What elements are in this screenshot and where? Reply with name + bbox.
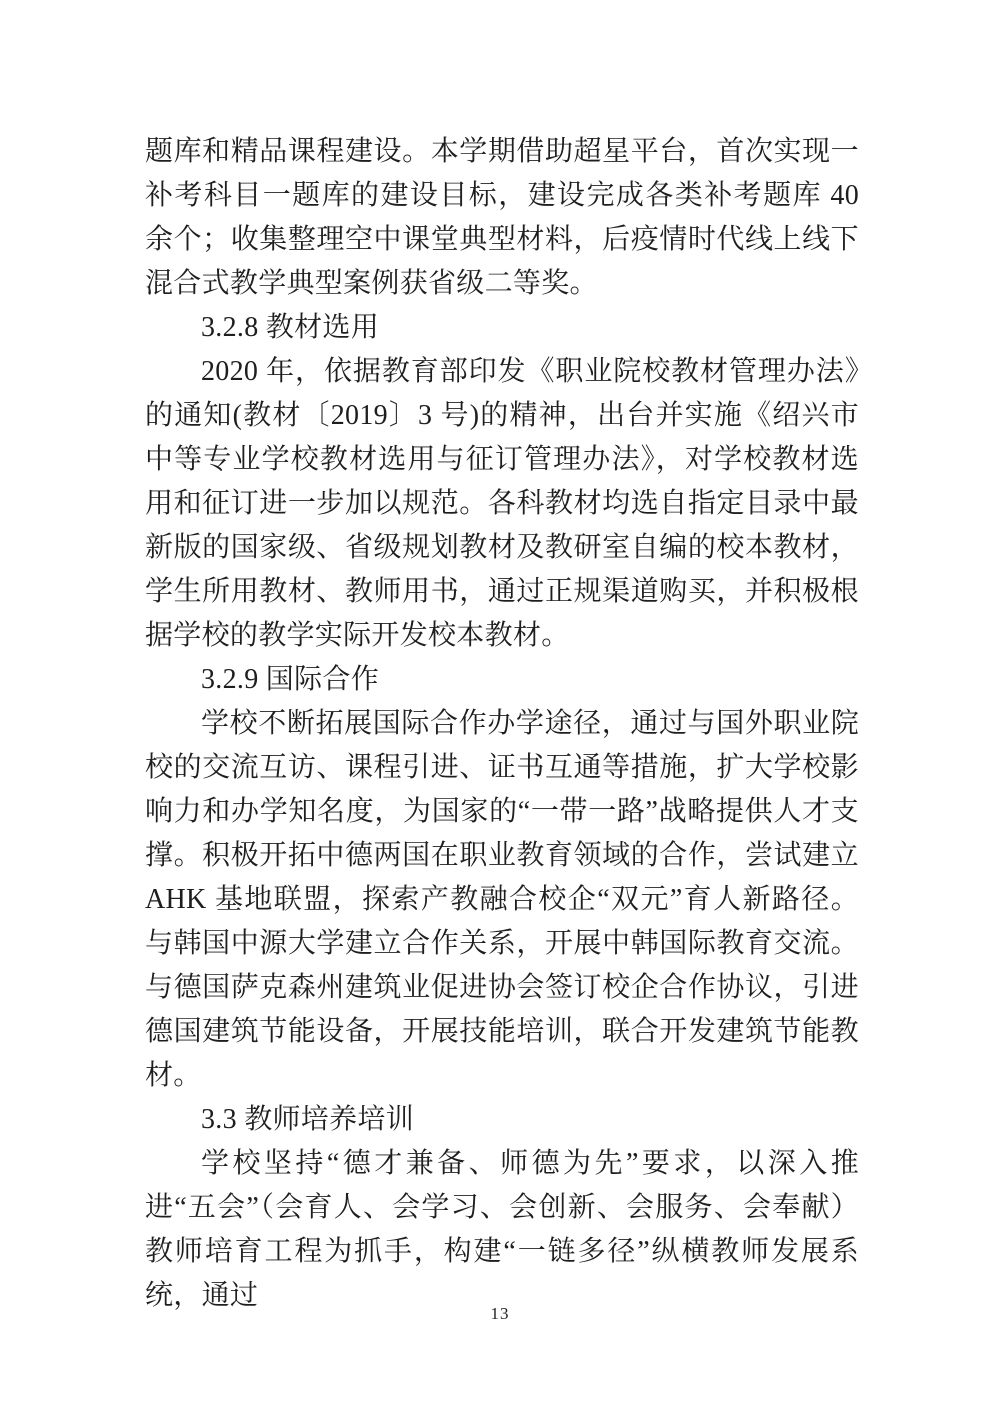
document-body: [145, 130, 859, 1318]
heading-3-3-teacher-training: 3.3 教师培养培训: [201, 1104, 415, 1135]
paragraph-teacher-training: 学校坚持“德才兼备、师德为先”要求，以深入推进“五会”（会育人、会学习、会创新、会服务、会奉献）教师培育工程为抓手，构建“一链多径”纵横教师发展系统，通过: [145, 1148, 859, 1311]
paragraph-textbook-selection: 2020 年，依据教育部印发《职业院校教材管理办法》的通知(教材〔2019〕3 号)的精神，出台并实施《绍兴市中等专业学校教材选用与征订管理办法》，对学校教材选用和征订进一步加以规范。各科教材均选自指定目录中最新版的国家级、省级规划教材及教研室自编的校本教材，学生所用教材、教师用书，通过正规渠道购买，并积极根据学校的教学实际开发校本教材。: [145, 356, 859, 651]
heading-3-2-8-textbook-selection: 3.2.8 教材选用: [201, 312, 380, 343]
paragraph-international-cooperation: 学校不断拓展国际合作办学途径，通过与国外职业院校的交流互访、课程引进、证书互通等措施，扩大学校影响力和办学知名度，为国家的“一带一路”战略提供人才支撑。积极开拓中德两国在职业教育领域的合作，尝试建立 AHK 基地联盟，探索产教融合校企“双元”育人新路径。与韩国中源大学建立合作关系，开展中韩国际教育交流。与德国萨克森州建筑业促进协会签订校企合作协议，引进德国建筑节能设备，开展技能培训，联合开发建筑节能教材。: [145, 708, 859, 1091]
paragraph-question-bank-continued: 题库和精品课程建设。本学期借助超星平台，首次实现一补考科目一题库的建设目标，建设完成各类补考题库 40 余个；收集整理空中课堂典型材料，后疫情时代线上线下混合式教学典型案例获省级二等奖。: [145, 136, 859, 299]
page-number: 13: [490, 1304, 510, 1323]
heading-3-2-9-international-cooperation: 3.2.9 国际合作: [201, 664, 380, 695]
